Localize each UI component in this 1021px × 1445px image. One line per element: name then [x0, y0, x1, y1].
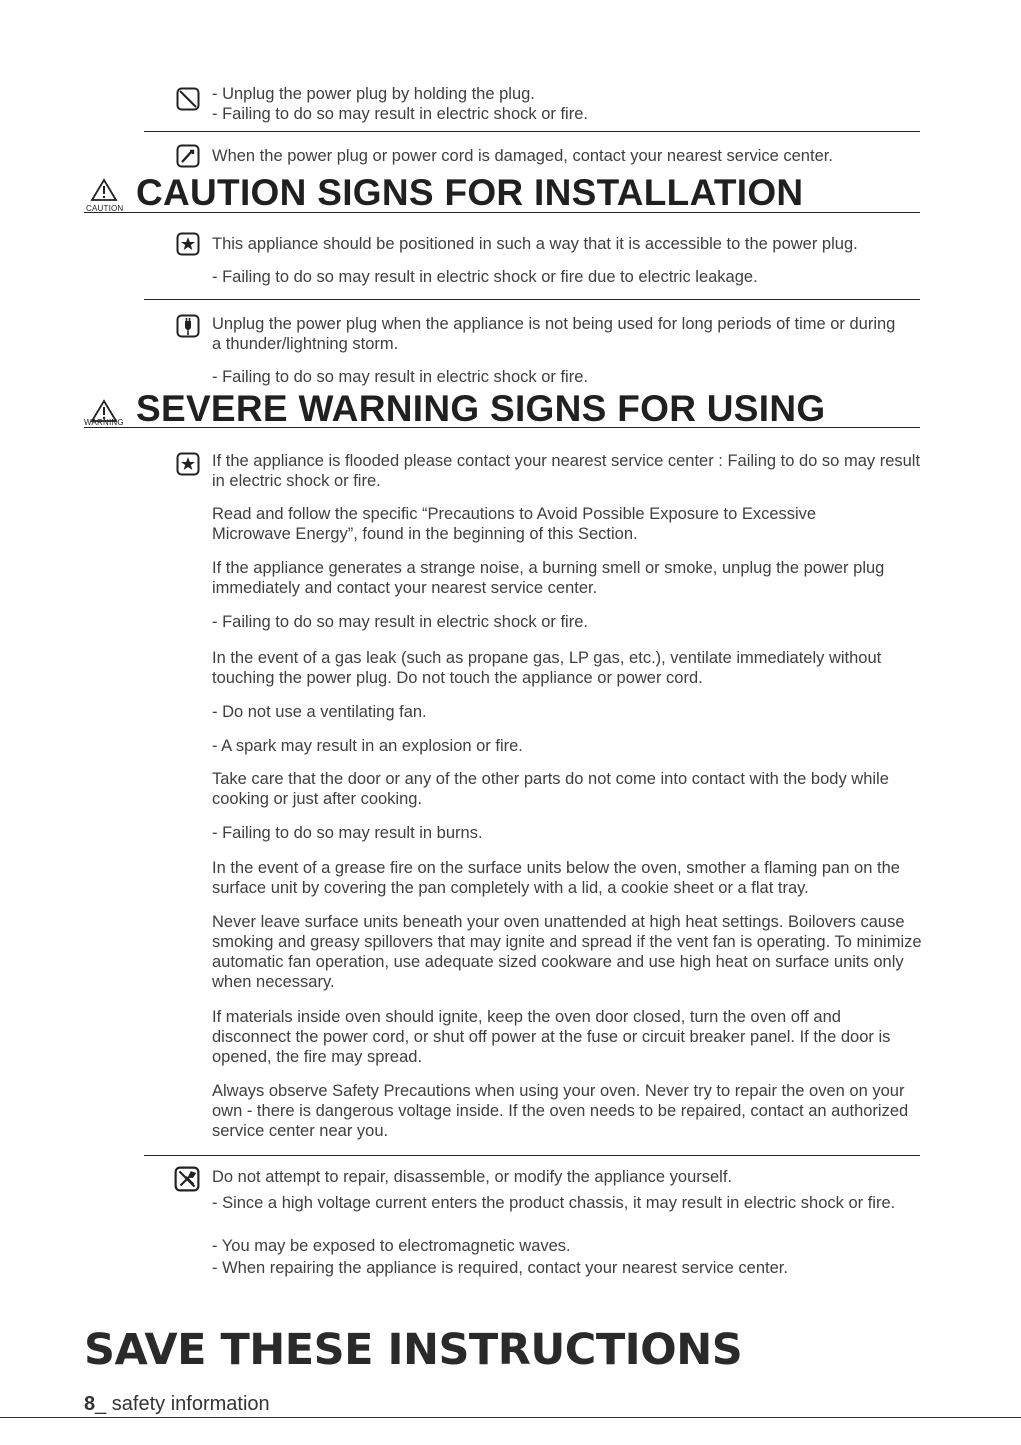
warning-paragraph-10-sub-1: - Since a high voltage current enters the product chassis, it may result in electric shock or fire.	[212, 1194, 896, 1212]
no-disassembly-icon	[174, 1166, 200, 1192]
heading-underline	[84, 212, 920, 213]
footer-rule	[0, 1417, 1021, 1418]
divider	[144, 1155, 920, 1156]
warning-paragraph-7: Never leave surface units beneath your oven unattended at high heat settings. Boilovers cause smoking and greasy spillovers that may ignite and spread if the vent fan is operating. To minimize automatic fan operation, use adequate sized cookware and use high heat on surface units only when necessary.	[212, 913, 922, 991]
heading-underline	[84, 427, 920, 428]
unplug-consequence: - Failing to do so may result in electric shock or fire.	[212, 105, 588, 123]
warning-paragraph-5: Take care that the door or any of the other parts do not come into contact with the body while cooking or just after cooking.	[212, 770, 889, 808]
warning-label: WARNING	[84, 418, 124, 427]
warning-paragraph-9: Always observe Safety Precautions when using your oven. Never try to repair the oven on your own - there is dangerous voltage inside. If the oven needs to be repaired, contact an authorized service center near you.	[212, 1082, 909, 1140]
section-name: _ safety information	[95, 1393, 270, 1415]
caution-label: CAUTION	[86, 204, 124, 213]
warning-paragraph-5-sub: - Failing to do so may result in burns.	[212, 824, 483, 842]
warning-paragraph-10-sub-2: - You may be exposed to electromagnetic waves.	[212, 1237, 571, 1255]
warning-paragraph-6: In the event of a grease fire on the surface units below the oven, smother a flaming pan on the surface unit by covering the pan completely with a lid, a cookie sheet or a flat tray.	[212, 859, 900, 897]
warning-paragraph-4: In the event of a gas leak (such as propane gas, LP gas, etc.), ventilate immediately without touching the power plug. Do not touch the appliance or power cord.	[212, 649, 882, 687]
no-unplug-by-cord-icon	[176, 87, 200, 111]
contact-service-icon	[176, 144, 200, 168]
warning-heading: SEVERE WARNING SIGNS FOR USING	[136, 388, 826, 429]
save-instructions-heading: SAVE THESE INSTRUCTIONS	[84, 1325, 743, 1375]
caution-triangle-icon	[90, 178, 118, 202]
important-star-icon	[176, 452, 200, 476]
caution-paragraph-1: This appliance should be positioned in such a way that it is accessible to the power plug.	[212, 235, 858, 253]
page-footer	[84, 1391, 270, 1417]
important-star-icon	[176, 232, 200, 256]
unplug-instruction: - Unplug the power plug by holding the plug.	[212, 85, 535, 103]
warning-paragraph-2: Read and follow the specific “Precautions to Avoid Possible Exposure to Excessive Microwave Energy”, found in the beginning of this Section.	[212, 505, 817, 543]
warning-paragraph-1: If the appliance is flooded please contact your nearest service center : Failing to do so may result in electric shock or fire.	[212, 452, 921, 490]
damaged-cord-instruction: When the power plug or power cord is damaged, contact your nearest service center.	[212, 147, 833, 165]
warning-paragraph-4-sub-2: - A spark may result in an explosion or fire.	[212, 737, 523, 755]
warning-paragraph-4-sub-1: - Do not use a ventilating fan.	[212, 703, 427, 721]
warning-paragraph-3: If the appliance generates a strange noise, a burning smell or smoke, unplug the power plug immediately and contact your nearest service center.	[212, 559, 885, 597]
caution-paragraph-1-sub: - Failing to do so may result in electric shock or fire due to electric leakage.	[212, 268, 758, 286]
warning-paragraph-8: If materials inside oven should ignite, keep the oven door closed, turn the oven off and disconnect the power cord, or shut off power at the fuse or circuit breaker panel. If the door is opened, the fire may spread.	[212, 1008, 891, 1066]
divider	[144, 299, 920, 300]
page-number: 8	[84, 1393, 96, 1415]
caution-heading: CAUTION SIGNS FOR INSTALLATION	[136, 172, 804, 213]
warning-paragraph-10: Do not attempt to repair, disassemble, or modify the appliance yourself.	[212, 1168, 733, 1186]
unplug-icon	[176, 314, 200, 338]
divider	[144, 131, 920, 132]
warning-paragraph-10-sub-3: - When repairing the appliance is required, contact your nearest service center.	[212, 1259, 788, 1277]
caution-paragraph-2-sub: - Failing to do so may result in electric shock or fire.	[212, 368, 588, 386]
caution-paragraph-2: Unplug the power plug when the appliance is not being used for long periods of time or during a thunder/lightning storm.	[212, 315, 896, 353]
warning-paragraph-3-sub: - Failing to do so may result in electric shock or fire.	[212, 613, 588, 631]
